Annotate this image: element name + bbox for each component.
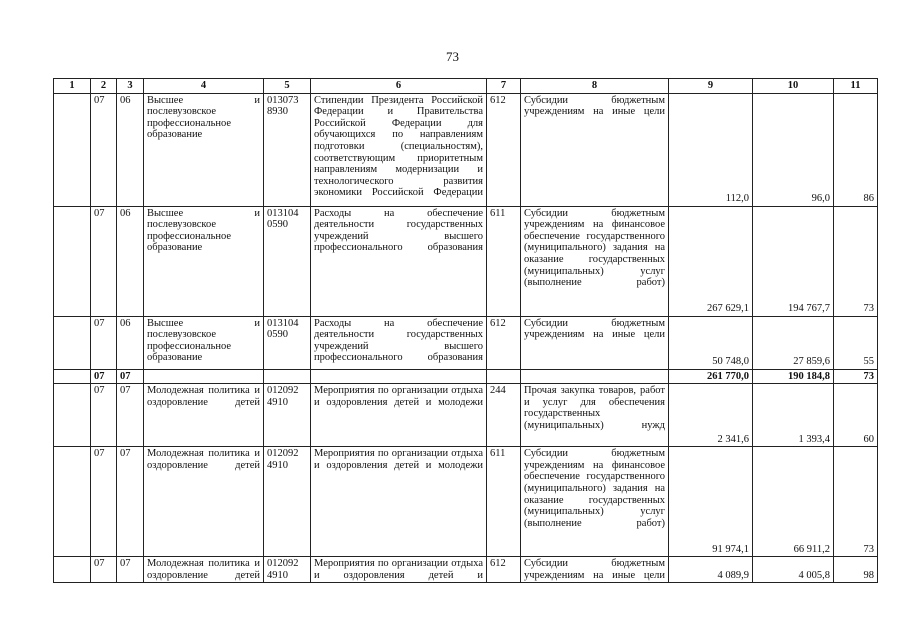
cell-actual: 96,0	[753, 93, 834, 206]
cell-subsection-name: Высшее и послевузовское профессиональное образование	[144, 206, 264, 316]
cell-col1	[54, 557, 91, 583]
header-cell: 3	[117, 79, 144, 94]
cell-section: 07	[91, 384, 117, 447]
cell-target-code: 013104 0590	[264, 316, 311, 369]
cell-percent: 86	[834, 93, 878, 206]
cell-actual: 194 767,7	[753, 206, 834, 316]
header-cell: 2	[91, 79, 117, 94]
cell-subsection: 07	[117, 369, 144, 384]
cell-section: 07	[91, 93, 117, 206]
cell-target-code	[264, 369, 311, 384]
cell-col1	[54, 447, 91, 557]
cell-target-name: Расходы на обеспечение деятельности государственных учреждений высшего профессионального образования	[311, 316, 487, 369]
cell-percent: 55	[834, 316, 878, 369]
total-row	[54, 369, 878, 384]
cell-col1	[54, 206, 91, 316]
header-cell: 8	[521, 79, 669, 94]
cell-percent: 73	[834, 447, 878, 557]
cell-plan: 91 974,1	[669, 447, 753, 557]
cell-plan: 2 341,6	[669, 384, 753, 447]
table-row	[54, 93, 878, 206]
cell-subsection-name: Молодежная политика и оздоровление детей	[144, 384, 264, 447]
cell-expense-type: 612	[487, 316, 521, 369]
cell-percent: 73	[834, 369, 878, 384]
cell-expense-type	[487, 369, 521, 384]
header-cell: 1	[54, 79, 91, 94]
cell-target-name: Мероприятия по организации отдыха и оздоровления детей и молодежи	[311, 447, 487, 557]
cell-col1	[54, 93, 91, 206]
cell-subsection-name	[144, 369, 264, 384]
table-row	[54, 557, 878, 583]
cell-actual: 190 184,8	[753, 369, 834, 384]
cell-plan: 4 089,9	[669, 557, 753, 583]
cell-expense-name: Прочая закупка товаров, работ и услуг для обеспечения государственных (муниципальных) нужд	[521, 384, 669, 447]
cell-section: 07	[91, 557, 117, 583]
cell-subsection: 07	[117, 447, 144, 557]
cell-expense-type: 611	[487, 447, 521, 557]
cell-expense-name: Субсидии бюджетным учреждениям на финансовое обеспечение государственного (муниципального) задания на оказание государственных (муниципальных) услуг (выполнение работ)	[521, 206, 669, 316]
header-cell: 11	[834, 79, 878, 94]
cell-plan: 267 629,1	[669, 206, 753, 316]
cell-target-code: 012092 4910	[264, 557, 311, 583]
cell-percent: 73	[834, 206, 878, 316]
table-row	[54, 316, 878, 369]
cell-expense-type: 612	[487, 557, 521, 583]
cell-target-code: 013073 8930	[264, 93, 311, 206]
cell-actual: 66 911,2	[753, 447, 834, 557]
cell-target-code: 012092 4910	[264, 447, 311, 557]
cell-percent: 98	[834, 557, 878, 583]
cell-plan: 261 770,0	[669, 369, 753, 384]
header-cell: 5	[264, 79, 311, 94]
header-cell: 9	[669, 79, 753, 94]
cell-subsection-name: Молодежная политика и оздоровление детей	[144, 447, 264, 557]
header-cell: 4	[144, 79, 264, 94]
page-number: 73	[446, 49, 459, 64]
cell-plan: 112,0	[669, 93, 753, 206]
cell-actual: 27 859,6	[753, 316, 834, 369]
cell-section: 07	[91, 316, 117, 369]
cell-col1	[54, 316, 91, 369]
cell-target-name: Расходы на обеспечение деятельности государственных учреждений высшего профессионального образования	[311, 206, 487, 316]
cell-expense-name: Субсидии бюджетным учреждениям на иные цели	[521, 316, 669, 369]
cell-subsection: 06	[117, 206, 144, 316]
table-row	[54, 447, 878, 557]
cell-expense-name: Субсидии бюджетным учреждениям на иные цели	[521, 93, 669, 206]
cell-subsection-name: Молодежная политика и оздоровление детей	[144, 557, 264, 583]
header-cell: 7	[487, 79, 521, 94]
cell-expense-type: 612	[487, 93, 521, 206]
cell-percent: 60	[834, 384, 878, 447]
header-cell: 10	[753, 79, 834, 94]
header-cell: 6	[311, 79, 487, 94]
cell-target-name: Мероприятия по организации отдыха и оздоровления детей и молодежи	[311, 384, 487, 447]
cell-section: 07	[91, 447, 117, 557]
cell-target-name: Мероприятия по организации отдыха и оздоровления детей и	[311, 557, 487, 583]
cell-expense-name: Субсидии бюджетным учреждениям на иные цели	[521, 557, 669, 583]
budget-table	[53, 78, 878, 583]
cell-actual: 4 005,8	[753, 557, 834, 583]
cell-target-code: 012092 4910	[264, 384, 311, 447]
cell-section: 07	[91, 369, 117, 384]
cell-subsection: 07	[117, 557, 144, 583]
cell-target-code: 013104 0590	[264, 206, 311, 316]
cell-plan: 50 748,0	[669, 316, 753, 369]
table-row	[54, 206, 878, 316]
cell-col1	[54, 369, 91, 384]
cell-subsection: 07	[117, 384, 144, 447]
cell-subsection-name: Высшее и послевузовское профессиональное образование	[144, 316, 264, 369]
cell-subsection-name: Высшее и послевузовское профессиональное образование	[144, 93, 264, 206]
cell-expense-name: Субсидии бюджетным учреждениям на финансовое обеспечение государственного (муниципального) задания на оказание государственных (муниципальных) услуг (выполнение работ)	[521, 447, 669, 557]
table-row	[54, 384, 878, 447]
cell-subsection: 06	[117, 93, 144, 206]
header-row	[54, 79, 878, 94]
cell-col1	[54, 384, 91, 447]
cell-target-name: Стипендии Президента Российской Федерации и Правительства Российской Федерации для обучающихся по направлениям подготовки (специальностям), соответствующим приоритетным направлениям модернизации и технологического развития экономики Российской Федерации	[311, 93, 487, 206]
cell-expense-type: 244	[487, 384, 521, 447]
cell-section: 07	[91, 206, 117, 316]
cell-subsection: 06	[117, 316, 144, 369]
cell-expense-name	[521, 369, 669, 384]
cell-expense-type: 611	[487, 206, 521, 316]
cell-actual: 1 393,4	[753, 384, 834, 447]
cell-target-name	[311, 369, 487, 384]
